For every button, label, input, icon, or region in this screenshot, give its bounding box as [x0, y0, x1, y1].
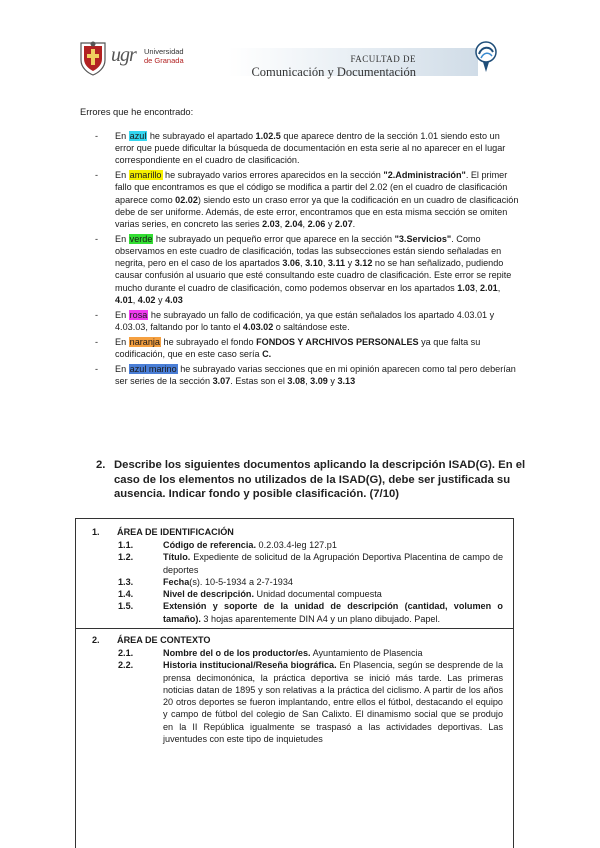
field-value: 10-5-1934 a 2-7-1934 — [202, 576, 293, 587]
field-label: Fecha — [163, 576, 190, 587]
ugr-logo-text: ugr — [111, 44, 136, 66]
field-label: Nombre del o de los productor/es. — [163, 648, 311, 658]
item-text: ) siendo esto un craso error ya que la codificación en un cuadro de clasificación debe de ser uniforme. Además, de este error, encontramos que en esta misma sección se omiten varias series, en concreto las series — [115, 194, 519, 230]
isadg-description-box — [75, 518, 514, 848]
list-item — [95, 169, 520, 230]
item-text: , — [474, 282, 480, 293]
item-text: En — [115, 131, 129, 141]
field-value: 3 hojas aparentemente DIN A4 y un plano dibujado. Papel. — [200, 613, 441, 624]
item-text: he subrayado el fondo — [161, 336, 257, 347]
area-identificacion — [76, 526, 513, 625]
item-text: , — [300, 258, 306, 269]
item-text: y — [345, 258, 355, 269]
item-bold: "2.Administración" — [383, 170, 466, 181]
faculty-line2: Comunicación y Documentación — [251, 65, 416, 79]
item-text: , — [497, 282, 501, 293]
field-row — [76, 576, 513, 588]
item-bold: 3.12 — [354, 258, 373, 269]
list-bullet: - — [95, 170, 99, 181]
item-text: , — [302, 219, 308, 230]
item-text: En — [115, 336, 129, 347]
item-text: y — [325, 219, 335, 230]
item-text: En — [115, 170, 129, 181]
field-value: Ayuntamiento de Plasencia — [310, 648, 423, 658]
area-title: ÁREA DE CONTEXTO — [117, 635, 211, 645]
page-header — [78, 40, 528, 88]
area-contexto — [76, 634, 513, 745]
item-bold: 3.11 — [327, 258, 346, 269]
highlight-amarillo: amarillo — [129, 170, 162, 181]
list-item — [95, 363, 520, 387]
item-bold: 1.02.5 — [255, 131, 281, 141]
item-text: he subrayado un pequeño error que aparece en la sección — [153, 233, 395, 244]
list-item — [95, 309, 520, 333]
item-bold: 4.03 — [165, 294, 183, 305]
field-label: Código de referencia. — [163, 540, 256, 550]
item-text: he subrayado varios errores aparecidos en la sección — [162, 170, 384, 181]
box-divider — [76, 628, 513, 629]
list-item — [95, 233, 520, 306]
item-bold: 2.04 — [284, 219, 303, 230]
item-bold: 2.07 — [334, 219, 353, 230]
university-name-line1: Universidad — [144, 47, 184, 56]
item-bold: 2.06 — [307, 219, 326, 230]
highlight-naranja: naranja — [129, 336, 160, 347]
item-text: . — [352, 219, 356, 230]
field-value: Expediente de solicitud de la Agrupación Deportiva Placentina de campo de deportes — [163, 552, 503, 575]
item-text: no se han señalizado, pudiendo causar confusión al usuario que esté consultando este cuadro de clasificación. Este error se repite mucho durante el cuadro de clasificación, como podemos observar en los apartados — [115, 258, 512, 293]
area-number: 1. — [92, 527, 100, 537]
field-number: 1.2. — [118, 552, 134, 563]
item-bold: 4.03.02 — [242, 321, 274, 332]
item-bold: 1.03 — [457, 282, 475, 293]
field-number: 1.4. — [118, 589, 134, 600]
item-bold: "3.Servicios" — [394, 233, 452, 244]
item-text: , — [279, 219, 285, 230]
item-text: En — [115, 309, 129, 320]
field-row — [76, 539, 513, 551]
faculty-banner — [228, 48, 478, 79]
item-bold: 2.01 — [480, 282, 498, 293]
item-text: . Como observamos en este cuadro de clasificación, todas las subsecciones están siendo señaladas en negrita, pero en el caso de los apartados — [115, 233, 502, 269]
item-text: . El primer fallo que encontramos es que el código se modifica a partir del 2.02 (en el cuadro de clasificación aparece como — [115, 170, 508, 205]
field-row — [76, 600, 513, 625]
field-number: 2.2. — [118, 660, 134, 671]
item-bold: 3.10 — [305, 258, 323, 269]
faculty-line1: FACULTAD DE — [350, 54, 416, 64]
list-item — [95, 130, 520, 167]
section-text: Describe los siguientes documentos aplicando la descripción ISAD(G). En el caso de los elementos no utilizados de la ISAD(G), debe ser justificada su ausencia. Indicar fondo y posible clasificación. (7/10) — [114, 459, 526, 500]
list-bullet: - — [95, 336, 99, 347]
highlight-azul-marino: azul marino — [129, 363, 177, 374]
list-bullet: - — [95, 131, 99, 141]
field-row — [76, 588, 513, 600]
highlight-rosa: rosa — [129, 309, 148, 320]
field-number: 1.1. — [118, 540, 134, 550]
item-text: y — [327, 375, 338, 386]
item-text: , — [322, 258, 328, 269]
item-bold: 3.07 — [212, 375, 231, 386]
section-2-heading — [96, 458, 526, 502]
highlight-verde: verde — [129, 233, 153, 244]
field-label-suffix: (s). — [189, 576, 203, 587]
item-text: En — [115, 233, 129, 244]
list-item — [95, 336, 520, 360]
item-bold: 3.08 — [287, 375, 306, 386]
university-name-line2: de Granada — [144, 56, 184, 65]
item-text: que aparece dentro de la sección 1.01 siendo esto un error que puede dificultar la búsqueda de documentación en esta serie al no aparecer en el lugar correspondiente en el cuadro de clasificación. — [115, 131, 506, 166]
item-text: , — [305, 375, 311, 386]
field-label: Nivel de descripción. — [163, 589, 254, 600]
area-heading — [76, 526, 513, 539]
item-text: , — [132, 294, 138, 305]
field-row — [76, 551, 513, 576]
field-label: Título. — [163, 552, 191, 563]
item-bold: C. — [262, 348, 272, 359]
item-text: En — [115, 363, 129, 374]
field-label: Extensión y soporte de la unidad de descripción (cantidad, volumen o tamaño). — [163, 601, 503, 624]
field-number: 1.5. — [118, 601, 134, 612]
section-number: 2. — [96, 459, 106, 471]
list-bullet: - — [95, 233, 99, 244]
item-text: o saltándose este. — [273, 321, 350, 332]
item-bold: 02.02 — [175, 194, 198, 205]
field-value: En Plasencia, según se desprende de la prensa decimonónica, la práctica deportiva se inició más tarde. Las primeras noticias datan de 1895 y son relativas a la práctica del ciclismo. A partir de los años 20 otros deportes se fueron implantando, entre ellos el fútbol, destacando el equipo y campo de fútbol del colegio de San Calixto. El dinamismo social que se produjo en la II República igualmente se traspasó a las actividades deportivas. Las juventudes con este tipo de inquietudes — [163, 660, 504, 745]
university-crest-icon — [78, 40, 108, 76]
item-bold: 3.09 — [310, 375, 328, 386]
faculty-logo-icon — [474, 40, 498, 74]
area-heading — [76, 634, 513, 647]
field-number: 1.3. — [118, 576, 134, 587]
item-bold: 4.02 — [137, 294, 156, 305]
item-text: he subrayado el apartado — [147, 131, 256, 141]
list-bullet: - — [95, 363, 99, 374]
field-value: Unidad documental compuesta — [253, 589, 382, 600]
item-bold: FONDOS Y ARCHIVOS PERSONALES — [256, 336, 419, 347]
item-text: he subrayado un fallo de codificación, ya que están señalados los apartado 4.03.01 y 4.03.03, faltando por lo tanto el — [115, 309, 495, 332]
field-label: Historia institucional/Reseña biográfica. — [163, 660, 337, 671]
field-row — [76, 647, 513, 659]
item-bold: 2.03 — [262, 219, 280, 230]
item-bold: 3.13 — [337, 375, 356, 386]
item-text: he subrayado varias secciones que en mi opinión aparecen como tal pero deberían ser series de la sección — [115, 363, 516, 386]
university-name — [144, 47, 184, 65]
area-number: 2. — [92, 635, 100, 645]
item-text: ya que falta su codificación, que en este caso sería — [115, 336, 481, 359]
area-title: ÁREA DE IDENTIFICACIÓN — [117, 527, 234, 537]
field-number: 2.1. — [118, 648, 134, 658]
field-value: 0.2.03.4-leg 127.p1 — [255, 540, 337, 550]
list-bullet: - — [95, 309, 99, 320]
item-bold: 3.06 — [282, 258, 301, 269]
item-text: . Estas son el — [230, 375, 288, 386]
highlight-azul: azul — [129, 131, 147, 141]
field-row — [76, 659, 513, 745]
intro-text: Errores que he encontrado: — [80, 107, 194, 117]
item-bold: 4.01 — [115, 294, 133, 305]
item-text: y — [155, 294, 166, 305]
errors-list — [95, 130, 520, 390]
